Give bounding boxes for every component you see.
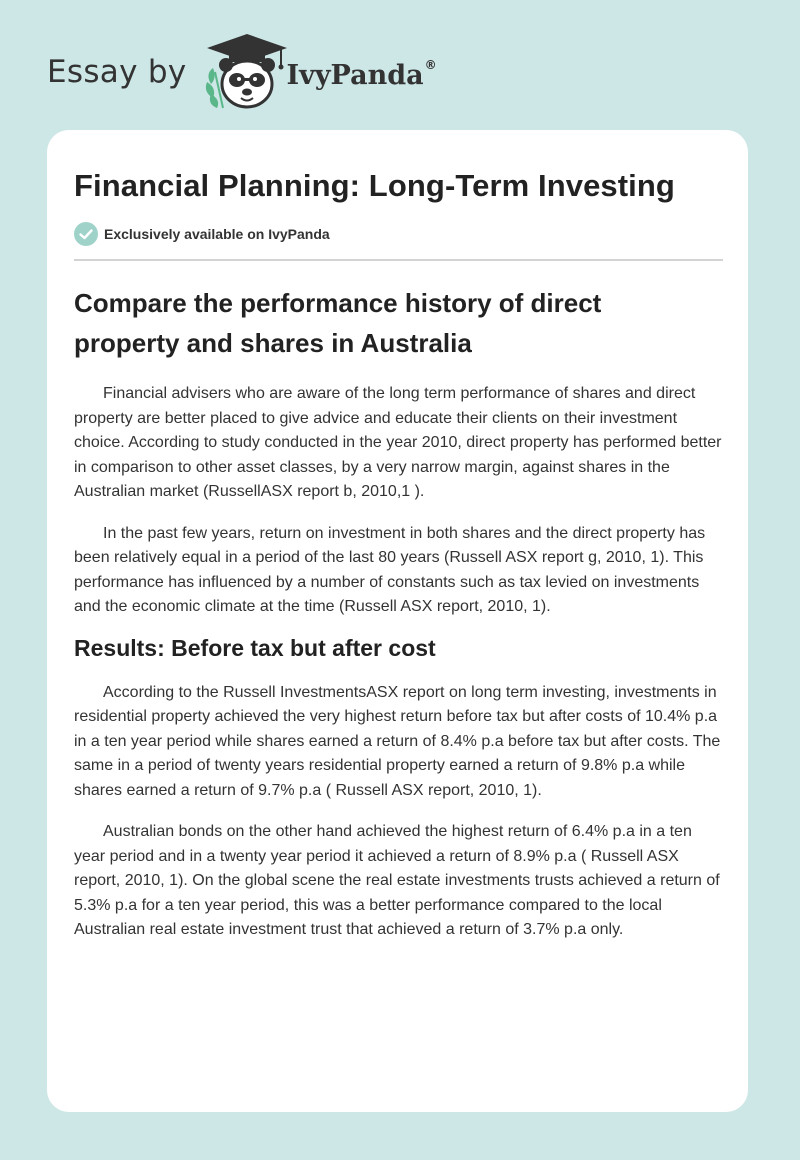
paragraph: Australian bonds on the other hand achieved the highest return of 6.4% p.a in a ten year period and in a twenty year period it achieved a return of 8.9% p.a ( Russell ASX report, 2010, 1). On the global scene the real estate investments trusts achieved a return of 5.3% p.a for a ten year period, this was a better performance compared to the local Australian real estate investment trust that achieved a return of 3.7% p.a only.: [74, 823, 720, 938]
title-divider: [74, 259, 723, 261]
paragraph: According to the Russell InvestmentsASX report on long term investing, investments in residential property achieved the very highest return before tax but after costs of 10.4% p.a in a ten year period while shares earned a return of 8.4% p.a before tax but after costs. The same in a period of twenty years residential property earned a return of 9.8% p.a while shares earned a return of 9.7% p.a ( Russell ASX report, 2010, 1).: [74, 683, 721, 799]
site-header: [47, 32, 437, 112]
brand-name[interactable]: IvyPanda®: [286, 57, 437, 91]
paragraph: In the past few years, return on investment in both shares and the direct property has been relatively equal in a period of the last 80 years (Russell ASX report g, 2010, 1). This performance has influenced by a number of constants such as tax levied on investments and the economic climate at the time (Russell ASX report, 2010, 1).: [74, 524, 706, 615]
section-heading-performance: Compare the performance history of direct property and shares in Australia: [74, 288, 602, 358]
registered-mark: ®: [424, 57, 437, 72]
article-card: [47, 130, 748, 1112]
panda-graduate-logo-icon[interactable]: [203, 32, 291, 112]
brand-prefix: Essay by: [47, 54, 187, 90]
section-heading-results: Results: Before tax but after cost: [74, 634, 436, 661]
paragraph: Financial advisers who are aware of the long term performance of shares and direct property are better placed to give advice and educate their clients on their investment choice. According to study conducted in the year 2010, direct property has performed better in comparison to other asset classes, by a very narrow margin, against shares in the Australian market (RussellASX report b, 2010,1 ).: [74, 385, 722, 500]
page-title: Financial Planning: Long-Term Investing: [74, 168, 675, 203]
exclusive-badge-text: Exclusively available on IvyPanda: [104, 226, 330, 242]
check-circle-icon: [74, 222, 98, 246]
exclusive-badge: [74, 220, 722, 248]
